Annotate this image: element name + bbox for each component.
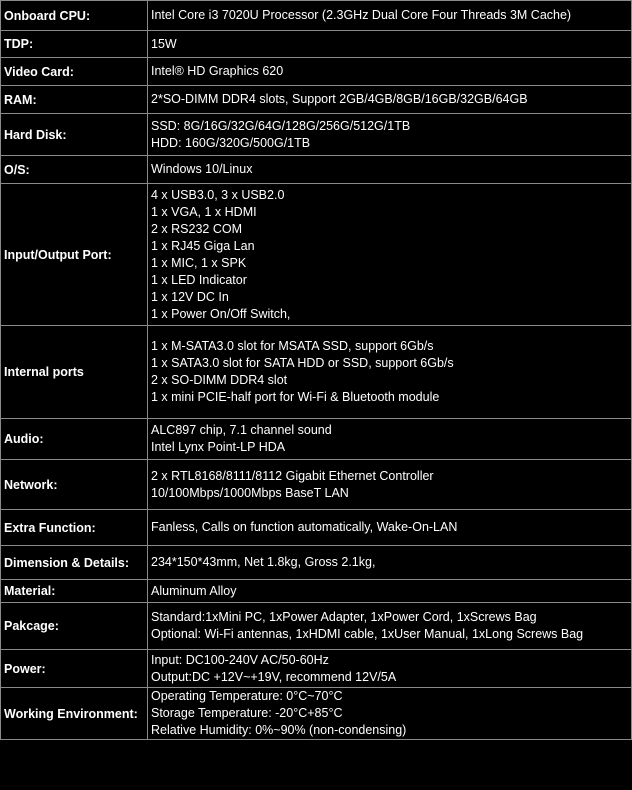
spec-label: Hard Disk: xyxy=(1,114,148,156)
spec-row xyxy=(1,419,632,460)
spec-value xyxy=(148,419,632,460)
spec-value-line: Aluminum Alloy xyxy=(151,583,237,598)
spec-label: Internal ports xyxy=(1,326,148,419)
spec-value-line: Intel Lynx Point-LP HDA xyxy=(151,440,286,454)
spec-value-line: 1 x Power On/Off Switch, xyxy=(151,306,291,321)
spec-value-line: 1 x VGA, 1 x HDMI xyxy=(151,204,257,219)
spec-label: Network: xyxy=(1,460,148,510)
spec-value-line: ALC897 chip, 7.1 channel sound xyxy=(151,423,332,437)
spec-value-line: Operating Temperature: 0°C~70°C xyxy=(151,689,343,703)
spec-row xyxy=(1,184,632,326)
spec-value-line: 4 x USB3.0, 3 x USB2.0 xyxy=(151,187,285,202)
spec-value xyxy=(148,58,632,86)
spec-value-line: Storage Temperature: -20°C+85°C xyxy=(151,706,343,720)
spec-value-line: Windows 10/Linux xyxy=(151,162,253,176)
spec-value xyxy=(148,31,632,58)
spec-value xyxy=(148,580,632,603)
spec-label: Working Environment: xyxy=(1,688,148,740)
spec-value-line: 1 x 12V DC In xyxy=(151,289,229,304)
spec-value-line: 2 x RTL8168/8111/8112 Gigabit Ethernet Controller xyxy=(151,468,434,483)
spec-label: Material: xyxy=(1,580,148,603)
spec-label: Onboard CPU: xyxy=(1,1,148,31)
spec-row xyxy=(1,688,632,740)
spec-value-line: 1 x RJ45 Giga Lan xyxy=(151,238,255,253)
spec-label: Pakcage: xyxy=(1,603,148,650)
spec-value xyxy=(148,688,632,740)
spec-value-line: Intel® HD Graphics 620 xyxy=(151,64,284,78)
spec-value-line: Intel Core i3 7020U Processor (2.3GHz Dual Core Four Threads 3M Cache) xyxy=(151,8,572,22)
spec-value-line: Optional: Wi-Fi antennas, 1xHDMI cable, 1xUser Manual, 1xLong Screws Bag xyxy=(151,627,584,641)
spec-row xyxy=(1,510,632,546)
spec-row xyxy=(1,326,632,419)
spec-label: Audio: xyxy=(1,419,148,460)
spec-value-line: 1 x LED Indicator xyxy=(151,272,247,287)
spec-value-line: Input: DC100-240V AC/50-60Hz xyxy=(151,652,329,667)
spec-label: Video Card: xyxy=(1,58,148,86)
spec-row xyxy=(1,1,632,31)
spec-row xyxy=(1,114,632,156)
spec-value xyxy=(148,460,632,510)
spec-value-line: 1 x M-SATA3.0 slot for MSATA SSD, support 6Gb/s xyxy=(151,339,434,353)
spec-value-line: 2*SO-DIMM DDR4 slots, Support 2GB/4GB/8GB/16GB/32GB/64GB xyxy=(151,92,528,106)
spec-value xyxy=(148,326,632,419)
spec-value-line: HDD: 160G/320G/500G/1TB xyxy=(151,135,311,150)
spec-value-line: 234*150*43mm, Net 1.8kg, Gross 2.1kg, xyxy=(151,555,376,569)
spec-value xyxy=(148,650,632,688)
spec-value-line: 1 x mini PCIE-half port for Wi-Fi & Bluetooth module xyxy=(151,390,440,404)
spec-label: TDP: xyxy=(1,31,148,58)
spec-value-line: 10/100Mbps/1000Mbps BaseT LAN xyxy=(151,485,349,500)
spec-value xyxy=(148,510,632,546)
spec-value-line: 2 x SO-DIMM DDR4 slot xyxy=(151,373,288,387)
spec-value-line: Relative Humidity: 0%~90% (non-condensing) xyxy=(151,723,407,737)
spec-row xyxy=(1,156,632,184)
spec-value-line: Standard:1xMini PC, 1xPower Adapter, 1xPower Cord, 1xScrews Bag xyxy=(151,610,537,624)
spec-label: Extra Function: xyxy=(1,510,148,546)
spec-row xyxy=(1,650,632,688)
spec-label: Input/Output Port: xyxy=(1,184,148,326)
spec-label: RAM: xyxy=(1,86,148,114)
spec-row xyxy=(1,603,632,650)
spec-row xyxy=(1,460,632,510)
spec-value xyxy=(148,114,632,156)
spec-label: Power: xyxy=(1,650,148,688)
spec-value-line: SSD: 8G/16G/32G/64G/128G/256G/512G/1TB xyxy=(151,118,411,133)
spec-value xyxy=(148,156,632,184)
spec-row xyxy=(1,580,632,603)
spec-value xyxy=(148,546,632,580)
spec-value xyxy=(148,1,632,31)
spec-value-line: 15W xyxy=(151,36,177,51)
spec-label: Dimension & Details: xyxy=(1,546,148,580)
spec-value-line: 2 x RS232 COM xyxy=(151,221,243,236)
spec-table-body xyxy=(1,1,632,740)
spec-value xyxy=(148,86,632,114)
spec-value xyxy=(148,184,632,326)
spec-label: O/S: xyxy=(1,156,148,184)
spec-row xyxy=(1,86,632,114)
spec-value-line: Fanless, Calls on function automatically, Wake-On-LAN xyxy=(151,520,458,534)
spec-value-line: 1 x MIC, 1 x SPK xyxy=(151,255,247,270)
spec-row xyxy=(1,58,632,86)
spec-row xyxy=(1,31,632,58)
spec-value xyxy=(148,603,632,650)
spec-row xyxy=(1,546,632,580)
spec-value-line: Output:DC +12V~+19V, recommend 12V/5A xyxy=(151,669,397,684)
spec-value-line: 1 x SATA3.0 slot for SATA HDD or SSD, support 6Gb/s xyxy=(151,356,454,370)
